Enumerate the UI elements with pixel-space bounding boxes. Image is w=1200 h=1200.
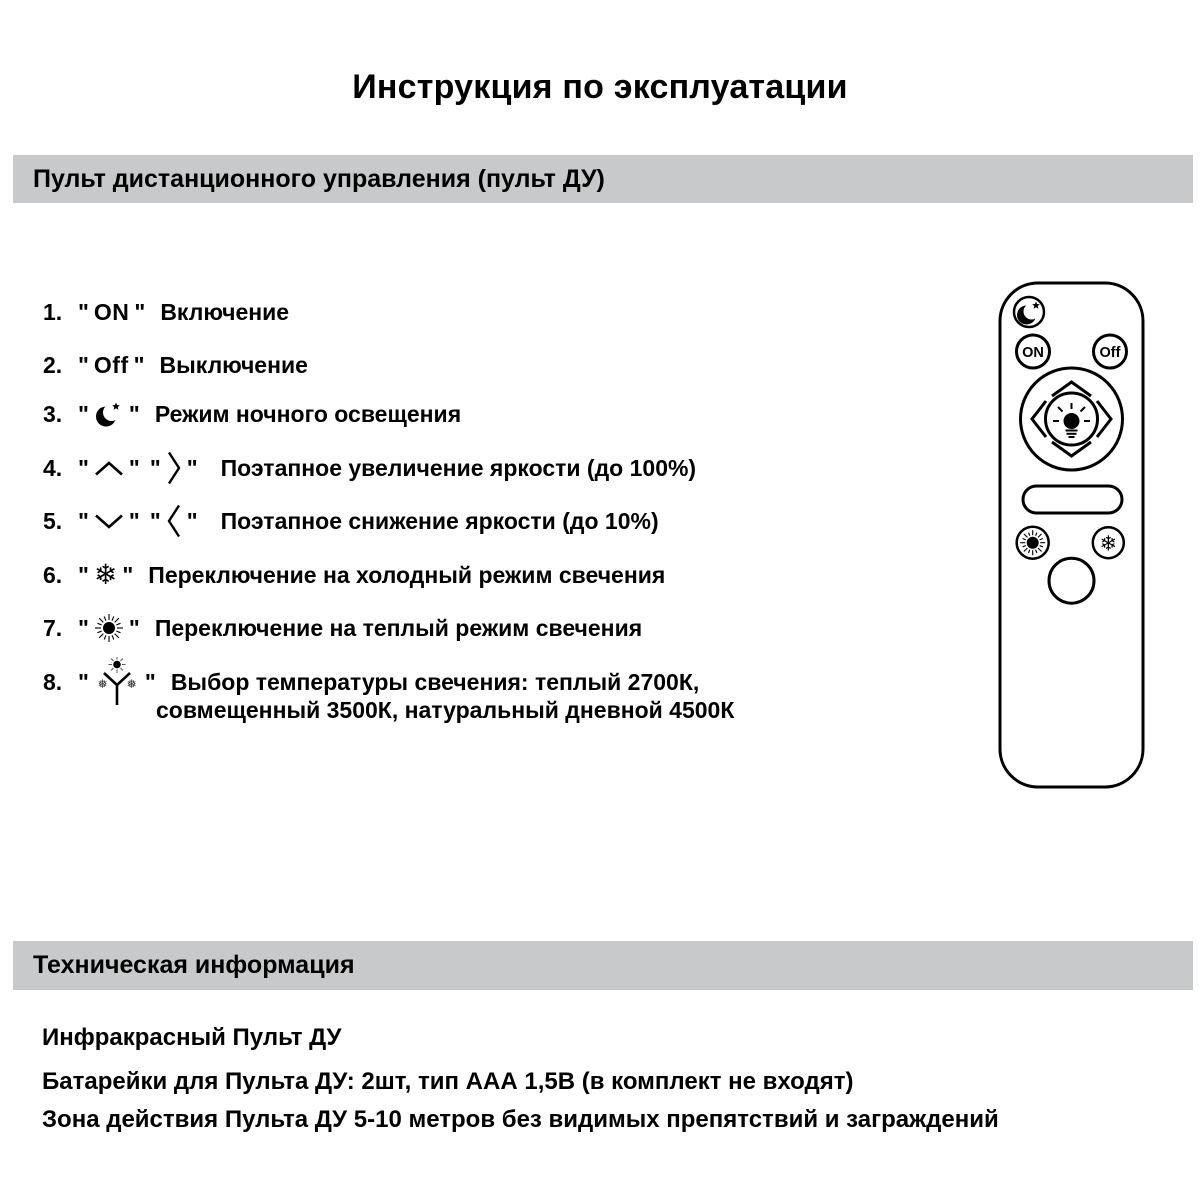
item-8-description-line2: совмещенный 3500К, натуральный дневной 4500К	[156, 697, 735, 723]
quote-mark: "	[128, 614, 140, 641]
item-number: 1.	[43, 298, 63, 325]
instruction-item-8	[43, 667, 699, 697]
item-description: Выбор температуры свечения: теплый 2700К,	[170, 668, 700, 695]
quote-mark: "	[78, 351, 89, 378]
on-button	[1017, 335, 1050, 368]
item-number: 3.	[43, 400, 63, 427]
quote-mark: "	[149, 454, 161, 481]
sun-icon	[1020, 530, 1045, 555]
tech-info-line: Инфракрасный Пульт ДУ	[42, 1024, 342, 1051]
quote-mark: "	[122, 561, 134, 588]
quote-mark: "	[134, 298, 146, 325]
remote-control-illustration	[990, 275, 1160, 795]
section-header-tech-label: Техническая информация	[33, 951, 355, 979]
night-mode-button	[1014, 297, 1044, 327]
item-number: 5.	[43, 507, 63, 534]
quote-mark: "	[186, 454, 198, 481]
instruction-item-6	[43, 560, 665, 590]
item-description: Поэтапное увеличение яркости (до 100%)	[220, 454, 697, 481]
page-title: Инструкция по эксплуатации	[352, 68, 848, 106]
item-description: Переключение на теплый режим свечения	[154, 614, 643, 641]
temperature-select-icon	[94, 657, 140, 707]
item-description: Переключение на холодный режим свечения	[148, 561, 666, 588]
svg-text:❅: ❅	[126, 677, 137, 691]
quote-mark: "	[78, 400, 89, 427]
quote-mark: "	[78, 561, 89, 588]
instruction-item-5	[43, 506, 659, 536]
instruction-item-1	[43, 297, 289, 327]
item-number: 2.	[43, 351, 63, 378]
chevron-left-icon	[166, 503, 182, 539]
tech-info-line: Батарейки для Пульта ДУ: 2шт, тип ААА 1,5В (в комплект не входят)	[42, 1068, 854, 1095]
quote-mark: "	[78, 614, 89, 641]
off-button-label: Off	[1099, 345, 1121, 361]
section-header-remote-label: Пульт дистанционного управления (пульт ДУ)	[33, 164, 605, 193]
quote-mark: "	[133, 351, 145, 378]
item-number: 8.	[43, 668, 63, 695]
on-button-label: ON	[1022, 345, 1044, 361]
brightness-left-chevron-icon	[1032, 401, 1046, 437]
quote-mark: "	[78, 298, 89, 325]
instruction-item-7	[43, 613, 642, 643]
color-temperature-button	[1049, 558, 1094, 603]
key-name-label: ON	[93, 298, 130, 325]
quote-mark: "	[144, 668, 156, 695]
key-name-label: Off	[93, 351, 129, 378]
chevron-down-icon	[94, 513, 124, 530]
moon-star-icon	[94, 399, 124, 429]
quote-mark: "	[78, 507, 89, 534]
snowflake-icon: ❄	[93, 558, 118, 591]
item-description: Поэтапное снижение яркости (до 10%)	[220, 507, 659, 534]
sun-icon	[94, 613, 124, 643]
item-description: Включение	[160, 298, 290, 325]
item-description: Выключение	[159, 351, 308, 378]
quote-mark: "	[149, 507, 161, 534]
instruction-item-4	[43, 453, 696, 483]
item-number: 7.	[43, 614, 63, 641]
instruction-item-2	[43, 350, 308, 380]
warm-mode-button	[1017, 527, 1049, 559]
snowflake-icon: ❄	[1099, 532, 1118, 556]
quote-mark: "	[78, 454, 89, 481]
tech-info-line: Зона действия Пульта ДУ 5-10 метров без видимых препятствий и заграждений	[42, 1106, 999, 1133]
chevron-up-icon	[94, 460, 124, 477]
item-description: Режим ночного освещения	[154, 400, 462, 427]
brightness-right-chevron-icon	[1097, 401, 1111, 437]
bulb-icon	[1053, 403, 1090, 437]
off-button	[1094, 335, 1127, 368]
moon-star-icon	[1017, 302, 1040, 325]
quote-mark: "	[78, 668, 89, 695]
item-number: 6.	[43, 561, 63, 588]
instruction-item-3	[43, 399, 461, 429]
scene-pill-button	[1023, 486, 1122, 513]
quote-mark: "	[128, 454, 140, 481]
item-number: 4.	[43, 454, 63, 481]
svg-text:❅: ❅	[97, 677, 108, 691]
chevron-right-icon	[166, 450, 182, 486]
quote-mark: "	[128, 400, 140, 427]
quote-mark: "	[128, 507, 140, 534]
section-header-tech	[13, 941, 1193, 990]
quote-mark: "	[186, 507, 198, 534]
cold-mode-button	[1093, 527, 1124, 558]
